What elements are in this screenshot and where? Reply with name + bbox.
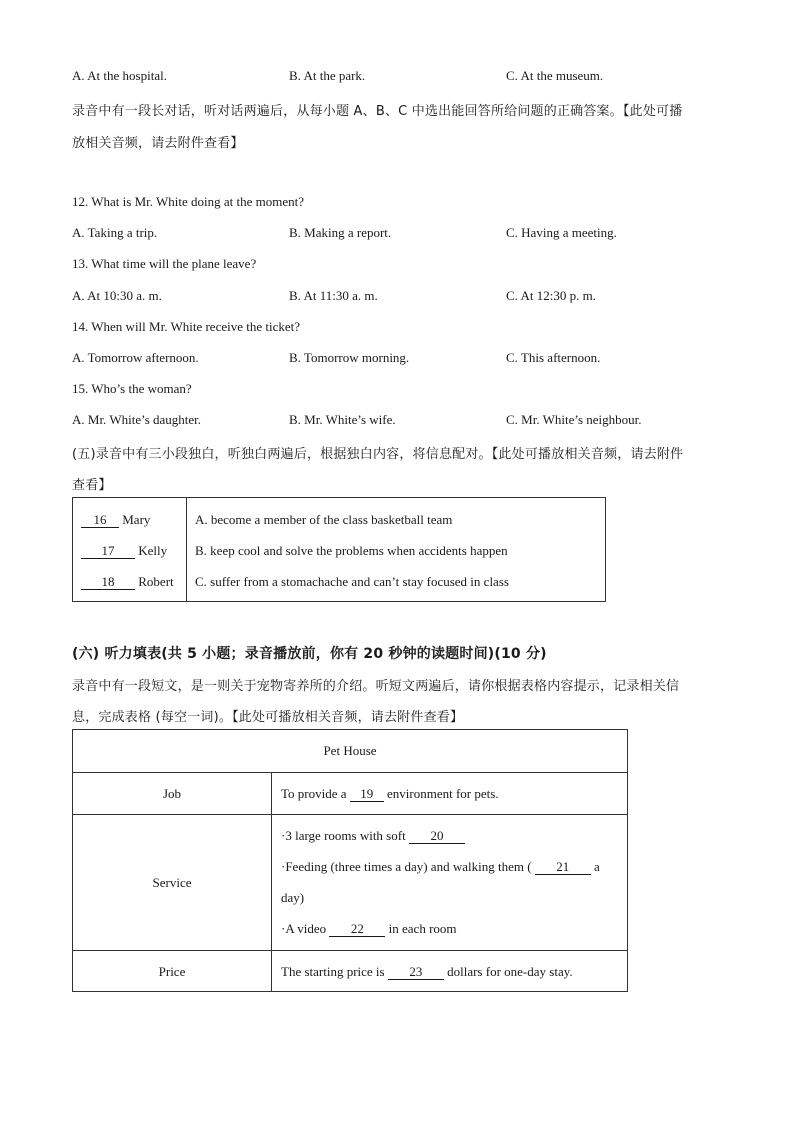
question-13-stem: 13. What time will the plane leave? [72,256,257,271]
answer-blank-20[interactable]: 20 [409,829,465,844]
question-13-option-c: C. At 12:30 p. m. [506,288,596,303]
question-14-option-c: C. This afternoon. [506,350,601,365]
table-rule [73,950,627,951]
job-text-post: environment for pets. [383,786,499,801]
question-13-options [0,288,794,306]
question-14-option-b: B. Tomorrow morning. [289,350,410,365]
table-rule [73,772,627,773]
job-text-pre: To provide a [281,786,350,801]
section6-instruction-line1: 录音中有一段短文，是一则关于宠物寄养所的介绍。听短文两遍后，请你根据表格内容提示，记录相关信 [72,679,680,694]
service-3-text: ·A video [281,921,330,936]
answer-blank-18[interactable]: 18 [81,575,135,590]
job-cell [281,786,499,802]
section6-instruction-line2: 息，完成表格 (每空一词)。【此处可播放相关音频，请去附件查看】 [72,710,464,725]
question-15-option-a: A. Mr. White’s daughter. [72,412,202,427]
answer-blank-23[interactable]: 23 [388,965,444,980]
matching-table [72,497,606,602]
q11-option-c: C. At the museum. [506,68,604,83]
table-column-divider [271,772,272,991]
q11-option-a: A. At the hospital. [72,68,167,83]
service-3-text-post: in each room [385,921,457,936]
question-15-options [0,412,794,430]
price-text-pre: The starting price is [281,964,388,979]
answer-blank-19[interactable]: 19 [350,787,384,802]
service-1-text: ·3 large rooms with soft [281,828,409,843]
pet-house-table [72,729,628,992]
service-line-3 [281,921,457,937]
question-15-stem: 15. Who’s the woman? [72,381,192,396]
matching-row-18 [81,574,174,590]
question-13-option-a: A. At 10:30 a. m. [72,288,162,303]
section5-instruction-line1: (五)录音中有三小段独白，听独白两遍后，根据独白内容，将信息配对。【此处可播放相关音频，请去附件 [72,447,684,462]
service-2-text-post: a [590,859,600,874]
section4-instruction-line1: 录音中有一段长对话，听对话两遍后，从每小题 A、B、C 中选出能回答所给问题的正确答案。【此处可播 [72,104,683,119]
matching-row-17 [81,543,167,559]
job-label: Job [162,786,182,801]
service-2-text: ·Feeding (three times a day) and walking them ( [281,859,535,874]
q11-option-b: B. At the park. [289,68,366,83]
matching-option-a: A. become a member of the class basketball team [195,512,453,527]
section6-heading: (六) 听力填表(共 5 小题；录音播放前，你有 20 秒钟的读题时间)(10 分) [72,646,547,662]
question-14-stem: 14. When will Mr. White receive the ticket? [72,319,301,334]
person-name-kelly: Kelly [138,543,168,558]
question-13-option-b: B. At 11:30 a. m. [289,288,378,303]
question-14-option-a: A. Tomorrow afternoon. [72,350,199,365]
section5-instruction-line2: 查看】 [72,478,112,493]
pet-table-title: Pet House [323,743,377,758]
price-label: Price [158,964,186,979]
section4-instruction-line2: 放相关音频，请去附件查看】 [72,136,244,151]
person-name-robert: Robert [138,574,174,589]
question-12-stem: 12. What is Mr. White doing at the moment? [72,194,305,209]
service-label: Service [152,875,192,890]
answer-blank-16[interactable]: 16 [81,513,119,528]
matching-row-16 [81,512,150,528]
matching-option-c: C. suffer from a stomachache and can’t stay focused in class [195,574,509,589]
question-15-option-b: B. Mr. White’s wife. [289,412,396,427]
table-rule [73,814,627,815]
service-line-2-cont: day) [281,890,305,905]
person-name-mary: Mary [122,512,151,527]
question-12-option-c: C. Having a meeting. [506,225,617,240]
price-cell [281,964,573,980]
service-line-1 [281,828,465,844]
matching-table-divider [186,498,187,601]
question-14-options [0,350,794,368]
price-text-post: dollars for one-day stay. [443,964,573,979]
service-line-2 [281,859,600,875]
answer-blank-21[interactable]: 21 [535,860,591,875]
question-12-option-a: A. Taking a trip. [72,225,158,240]
answer-blank-17[interactable]: 17 [81,544,135,559]
question-15-option-c: C. Mr. White’s neighbour. [506,412,642,427]
answer-blank-22[interactable]: 22 [329,922,385,937]
matching-option-b: B. keep cool and solve the problems when accidents happen [195,543,508,558]
question-12-option-b: B. Making a report. [289,225,392,240]
q11-options [0,68,794,86]
question-12-options [0,225,794,243]
